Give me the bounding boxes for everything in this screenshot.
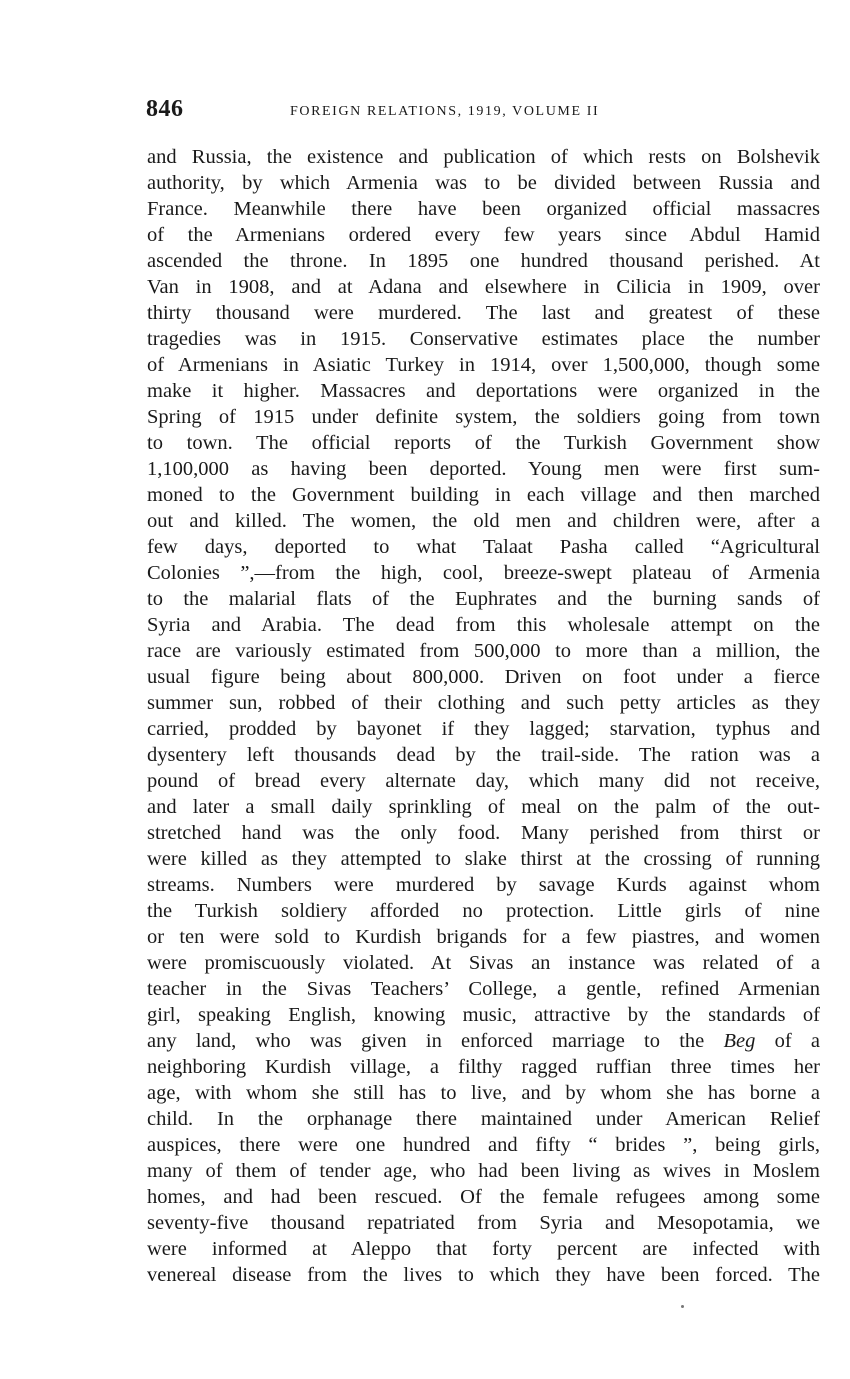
text-line: make it higher. Massacres and deportations were organized in the [147, 380, 820, 402]
text-line: or ten were sold to Kurdish brigands for a few piastres, and women [147, 926, 820, 948]
text-line: were promiscuously violated. At Sivas an instance was related of a [147, 952, 820, 974]
text-line: of Armenians in Asiatic Turkey in 1914, over 1,500,000, though some [147, 354, 820, 376]
text-line: thirty thousand were murdered. The last and greatest of these [147, 302, 820, 324]
text-line: of the Armenians ordered every few years since Abdul Hamid [147, 224, 820, 246]
text-line: 1,100,000 as having been deported. Young men were first sum- [147, 458, 820, 480]
text-line: few days, deported to what Talaat Pasha called “Agricultural [147, 536, 820, 558]
text-line: pound of bread every alternate day, which many did not receive, [147, 770, 820, 792]
text-line: authority, by which Armenia was to be divided between Russia and [147, 172, 820, 194]
text-line: Spring of 1915 under definite system, the soldiers going from town [147, 406, 820, 428]
italic-term: Beg [723, 1030, 756, 1052]
text-line: France. Meanwhile there have been organized official massacres [147, 198, 820, 220]
running-title: FOREIGN RELATIONS, 1919, VOLUME II [290, 104, 600, 119]
text-line: were killed as they attempted to slake thirst at the crossing of running [147, 848, 820, 870]
text-line: usual figure being about 800,000. Driven on foot under a fierce [147, 666, 820, 688]
text-line: streams. Numbers were murdered by savage Kurds against whom [147, 874, 820, 896]
text-line: out and killed. The women, the old men and children were, after a [147, 510, 820, 532]
text-line: Van in 1908, and at Adana and elsewhere in Cilicia in 1909, over [147, 276, 820, 298]
text-line: teacher in the Sivas Teachers’ College, a gentle, refined Armenian [147, 978, 820, 1000]
text-line: homes, and had been rescued. Of the female refugees among some [147, 1186, 820, 1208]
text-line: seventy-five thousand repatriated from Syria and Mesopotamia, we [147, 1212, 820, 1234]
text-line: tragedies was in 1915. Conservative estimates place the number [147, 328, 820, 350]
text-line: ascended the throne. In 1895 one hundred thousand perished. At [147, 250, 820, 272]
text-segment: of a [774, 1030, 821, 1052]
page-number: 846 [146, 96, 184, 122]
text-line: neighboring Kurdish village, a filthy ragged ruffian three times her [147, 1056, 820, 1078]
text-line: girl, speaking English, knowing music, attractive by the standards of [147, 1004, 820, 1026]
text-line: stretched hand was the only food. Many perished from thirst or [147, 822, 820, 844]
text-line: venereal disease from the lives to which they have been forced. The [147, 1264, 820, 1286]
text-line: summer sun, robbed of their clothing and such petty articles as they [147, 692, 820, 714]
text-line: auspices, there were one hundred and fifty “ brides ”, being girls, [147, 1134, 820, 1156]
text-line: and Russia, the existence and publication of which rests on Bolshevik [147, 146, 820, 168]
body-paragraph [147, 144, 820, 1288]
text-line-with-italic [147, 1028, 820, 1054]
text-line: many of them of tender age, who had been living as wives in Moslem [147, 1160, 820, 1182]
text-line: child. In the orphanage there maintained under American Relief [147, 1108, 820, 1130]
text-segment: any land, who was given in enforced marriage to the [147, 1030, 705, 1052]
scan-speck [681, 1305, 684, 1308]
text-line: age, with whom she still has to live, and by whom she has borne a [147, 1082, 820, 1104]
text-line: to town. The official reports of the Turkish Government show [147, 432, 820, 454]
text-line: the Turkish soldiery afforded no protection. Little girls of nine [147, 900, 820, 922]
text-line: dysentery left thousands dead by the trail-side. The ration was a [147, 744, 820, 766]
text-line: carried, prodded by bayonet if they lagged; starvation, typhus and [147, 718, 820, 740]
text-line: Syria and Arabia. The dead from this wholesale attempt on the [147, 614, 820, 636]
text-line: race are variously estimated from 500,000 to more than a million, the [147, 640, 820, 662]
text-line: moned to the Government building in each village and then marched [147, 484, 820, 506]
text-line: Colonies ”,—from the high, cool, breeze-swept plateau of Armenia [147, 562, 820, 584]
text-line: to the malarial flats of the Euphrates and the burning sands of [147, 588, 820, 610]
text-line: and later a small daily sprinkling of meal on the palm of the out- [147, 796, 820, 818]
text-line: were informed at Aleppo that forty percent are infected with [147, 1238, 820, 1260]
running-head [146, 96, 822, 126]
